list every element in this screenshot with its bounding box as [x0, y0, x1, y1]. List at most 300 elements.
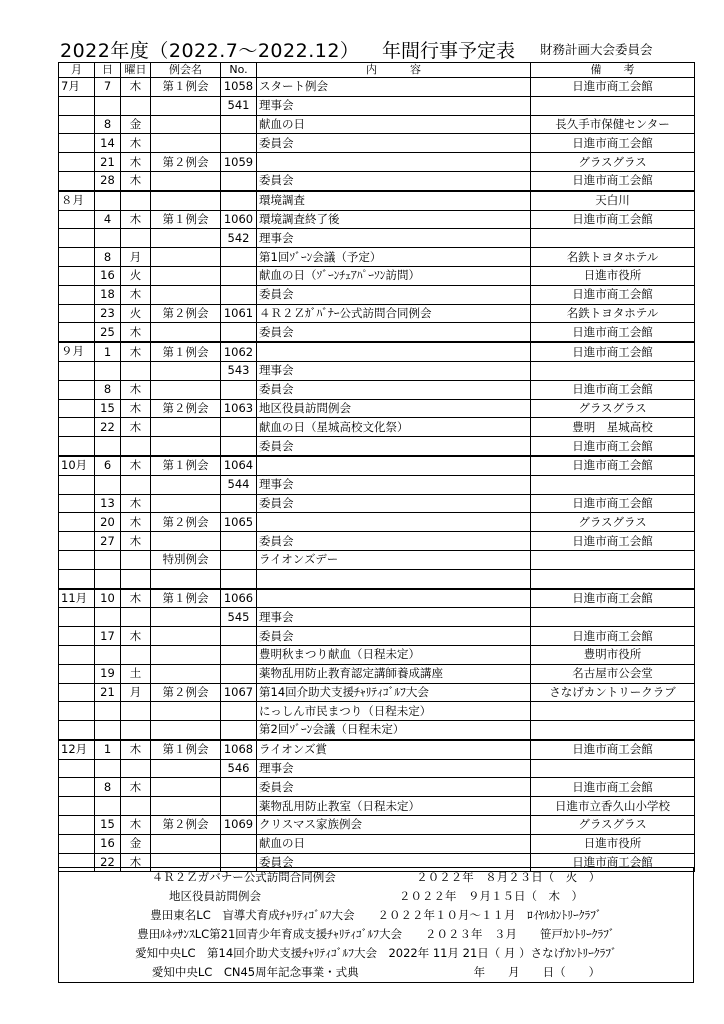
footer-event-text: 豊田東名LC 盲導犬育成ﾁｬﾘﾃｨｺﾞﾙﾌ大会 ２０２２年１０月～１１月 ﾛｲﾔﾙｶﾝﾄﾘｰｸﾗﾌﾞ	[59, 906, 694, 925]
day-cell	[95, 361, 121, 380]
note-cell	[531, 475, 695, 494]
number-cell	[221, 494, 257, 513]
month-cell	[59, 285, 95, 304]
month-cell	[59, 229, 95, 248]
month-cell	[59, 797, 95, 816]
meeting-cell: 第２例会	[151, 304, 221, 323]
content-cell	[257, 589, 531, 608]
note-cell: 天白川	[531, 191, 695, 210]
meeting-cell	[151, 323, 221, 342]
table-row	[59, 380, 695, 399]
number-cell: 1068	[221, 740, 257, 759]
weekday-cell: 木	[121, 627, 151, 646]
day-cell: 15	[95, 399, 121, 418]
note-cell	[531, 229, 695, 248]
month-cell	[59, 683, 95, 702]
meeting-cell	[151, 285, 221, 304]
content-cell: ライオンズデー	[257, 550, 531, 569]
note-cell: 日進市商工会館	[531, 380, 695, 399]
meeting-cell	[151, 361, 221, 380]
month-cell: 10月	[59, 456, 95, 475]
content-cell: 薬物乱用防止教育認定講師養成講座	[257, 664, 531, 683]
number-cell: 1059	[221, 153, 257, 172]
content-cell: 委員会	[257, 380, 531, 399]
content-cell: 地区役員訪問例会	[257, 399, 531, 418]
meeting-cell	[151, 494, 221, 513]
number-cell: 1069	[221, 816, 257, 835]
day-cell: 15	[95, 816, 121, 835]
day-cell: 14	[95, 134, 121, 153]
footer-event-text: 愛知中央LC CN45周年記念事業・式典 年 月 日（ ）	[59, 963, 694, 983]
day-cell	[95, 759, 121, 778]
meeting-cell	[151, 608, 221, 627]
number-cell: 542	[221, 229, 257, 248]
number-cell	[221, 797, 257, 816]
day-cell: 1	[95, 342, 121, 361]
number-cell: 543	[221, 361, 257, 380]
table-row	[59, 456, 695, 475]
month-cell	[59, 380, 95, 399]
meeting-cell	[151, 702, 221, 721]
footer-event-text: 地区役員訪問例会 ２０２２年 ９月１５日（ 木 ）	[59, 887, 694, 906]
content-cell: 献血の日	[257, 834, 531, 853]
day-cell: 16	[95, 266, 121, 285]
number-cell: 1062	[221, 342, 257, 361]
table-row	[59, 834, 695, 853]
weekday-cell	[121, 229, 151, 248]
note-cell: 日進市商工会館	[531, 210, 695, 229]
month-cell	[59, 437, 95, 456]
number-cell	[221, 115, 257, 134]
day-cell: 8	[95, 380, 121, 399]
day-cell: 7	[95, 78, 121, 97]
meeting-cell: 第２例会	[151, 513, 221, 532]
table-row	[59, 399, 695, 418]
fiscal-period-title: 2022年度（2022.7～2022.12）	[60, 40, 360, 62]
day-cell: 22	[95, 853, 121, 872]
note-cell: 日進市商工会館	[531, 456, 695, 475]
month-cell	[59, 248, 95, 267]
table-row	[59, 210, 695, 229]
month-cell	[59, 266, 95, 285]
table-row	[59, 285, 695, 304]
month-cell: ９月	[59, 342, 95, 361]
footer-row	[59, 944, 694, 963]
content-cell: 第14回介助犬支援ﾁｬﾘﾃｨｺﾞﾙﾌ大会	[257, 683, 531, 702]
day-cell: 23	[95, 304, 121, 323]
number-cell	[221, 627, 257, 646]
number-cell	[221, 418, 257, 437]
weekday-cell: 木	[121, 171, 151, 190]
month-cell	[59, 664, 95, 683]
content-cell: 献血の日	[257, 115, 531, 134]
weekday-cell: 木	[121, 210, 151, 229]
content-cell: クリスマス家族例会	[257, 816, 531, 835]
weekday-cell: 木	[121, 853, 151, 872]
number-cell: 1063	[221, 399, 257, 418]
meeting-cell	[151, 759, 221, 778]
content-cell: 理事会	[257, 229, 531, 248]
table-row	[59, 248, 695, 267]
weekday-cell: 木	[121, 740, 151, 759]
day-cell	[95, 437, 121, 456]
table-row	[59, 627, 695, 646]
meeting-cell: 第１例会	[151, 456, 221, 475]
table-row	[59, 266, 695, 285]
table-row	[59, 664, 695, 683]
month-cell	[59, 96, 95, 115]
note-cell: 日進市商工会館	[531, 532, 695, 551]
committee-name: 財務計画大会委員会	[540, 42, 653, 57]
table-row	[59, 134, 695, 153]
weekday-cell	[121, 608, 151, 627]
number-cell	[221, 664, 257, 683]
number-cell	[221, 134, 257, 153]
note-cell	[531, 759, 695, 778]
meeting-cell: 第２例会	[151, 816, 221, 835]
month-cell	[59, 171, 95, 190]
table-row	[59, 115, 695, 134]
footer-events	[58, 867, 694, 983]
table-row	[59, 361, 695, 380]
meeting-cell	[151, 115, 221, 134]
note-cell: 日進市商工会館	[531, 778, 695, 797]
content-cell: 委員会	[257, 437, 531, 456]
note-cell: グラスグラス	[531, 816, 695, 835]
weekday-cell: 木	[121, 494, 151, 513]
note-cell: グラスグラス	[531, 513, 695, 532]
meeting-cell	[151, 266, 221, 285]
number-cell	[221, 285, 257, 304]
note-cell: さなげカントリークラブ	[531, 683, 695, 702]
number-cell	[221, 380, 257, 399]
table-header-row	[59, 63, 695, 78]
weekday-cell	[121, 550, 151, 569]
content-cell: 委員会	[257, 853, 531, 872]
meeting-cell	[151, 229, 221, 248]
content-cell: 環境調査終了後	[257, 210, 531, 229]
note-cell: 名鉄トヨタホテル	[531, 248, 695, 267]
weekday-cell	[121, 191, 151, 210]
note-cell: 長久手市保健センター	[531, 115, 695, 134]
content-cell: 第1回ｿﾞｰﾝ会議（予定）	[257, 248, 531, 267]
day-cell: 16	[95, 834, 121, 853]
weekday-cell: 金	[121, 115, 151, 134]
day-cell: 21	[95, 153, 121, 172]
content-cell: 第2回ｿﾞｰﾝ会議（日程未定）	[257, 721, 531, 740]
number-cell	[221, 834, 257, 853]
month-cell: 7月	[59, 78, 95, 97]
day-cell: 20	[95, 513, 121, 532]
month-cell	[59, 550, 95, 569]
content-cell: 委員会	[257, 171, 531, 190]
number-cell: 1058	[221, 78, 257, 97]
meeting-cell	[151, 134, 221, 153]
weekday-cell: 火	[121, 304, 151, 323]
note-cell: 日進市商工会館	[531, 589, 695, 608]
note-cell: 日進市商工会館	[531, 342, 695, 361]
number-cell	[221, 437, 257, 456]
table-row	[59, 721, 695, 740]
document-header	[60, 36, 700, 62]
weekday-cell: 木	[121, 153, 151, 172]
month-cell	[59, 210, 95, 229]
content-cell: ライオンズ賞	[257, 740, 531, 759]
number-cell	[221, 191, 257, 210]
content-cell: 委員会	[257, 532, 531, 551]
table-row	[59, 645, 695, 664]
weekday-cell: 金	[121, 834, 151, 853]
day-cell	[95, 191, 121, 210]
weekday-cell: 火	[121, 266, 151, 285]
note-cell: 豊明 星城高校	[531, 418, 695, 437]
month-cell	[59, 569, 95, 588]
month-cell	[59, 153, 95, 172]
meeting-cell	[151, 171, 221, 190]
number-cell: 1061	[221, 304, 257, 323]
content-cell: 委員会	[257, 778, 531, 797]
month-cell	[59, 532, 95, 551]
table-row	[59, 569, 695, 588]
weekday-cell: 木	[121, 399, 151, 418]
meeting-cell: 特別例会	[151, 550, 221, 569]
meeting-cell: 第２例会	[151, 399, 221, 418]
weekday-cell	[121, 702, 151, 721]
table-row	[59, 778, 695, 797]
table-row	[59, 797, 695, 816]
weekday-cell: 木	[121, 323, 151, 342]
month-cell	[59, 475, 95, 494]
document-title: 年間行事予定表	[382, 40, 516, 62]
number-cell	[221, 778, 257, 797]
day-cell	[95, 96, 121, 115]
number-cell	[221, 702, 257, 721]
day-cell	[95, 550, 121, 569]
number-cell	[221, 569, 257, 588]
weekday-cell	[121, 361, 151, 380]
note-cell: 名鉄トヨタホテル	[531, 304, 695, 323]
col-month: 月	[59, 63, 95, 78]
day-cell: 4	[95, 210, 121, 229]
month-cell	[59, 399, 95, 418]
weekday-cell: 月	[121, 683, 151, 702]
note-cell: 日進市商工会館	[531, 171, 695, 190]
month-cell	[59, 759, 95, 778]
table-row	[59, 342, 695, 361]
note-cell: 豊明市役所	[531, 645, 695, 664]
col-number: No.	[221, 63, 257, 78]
note-cell	[531, 702, 695, 721]
footer-row	[59, 963, 694, 983]
weekday-cell	[121, 645, 151, 664]
month-cell: 12月	[59, 740, 95, 759]
weekday-cell: 木	[121, 778, 151, 797]
content-cell	[257, 513, 531, 532]
day-cell: 19	[95, 664, 121, 683]
weekday-cell	[121, 797, 151, 816]
day-cell	[95, 475, 121, 494]
weekday-cell	[121, 721, 151, 740]
col-day: 日	[95, 63, 121, 78]
table-row	[59, 759, 695, 778]
meeting-cell: 第１例会	[151, 342, 221, 361]
table-row	[59, 323, 695, 342]
day-cell	[95, 569, 121, 588]
table-row	[59, 683, 695, 702]
month-cell	[59, 323, 95, 342]
weekday-cell	[121, 437, 151, 456]
number-cell: 1065	[221, 513, 257, 532]
content-cell	[257, 153, 531, 172]
number-cell: 541	[221, 96, 257, 115]
number-cell	[221, 532, 257, 551]
note-cell: 日進市商工会館	[531, 134, 695, 153]
note-cell: グラスグラス	[531, 399, 695, 418]
day-cell: 6	[95, 456, 121, 475]
footer-event-text: 愛知中央LC 第14回介助犬支援ﾁｬﾘﾃｨｺﾞﾙﾌ大会 2022年 11月 21日（ 月 ）さなげｶﾝﾄﾘｰｸﾗﾌﾞ	[59, 944, 694, 963]
meeting-cell	[151, 778, 221, 797]
day-cell: 17	[95, 627, 121, 646]
meeting-cell	[151, 834, 221, 853]
content-cell: ４Ｒ２Ｚｶﾞﾊﾞﾅｰ公式訪問合同例会	[257, 304, 531, 323]
day-cell: 28	[95, 171, 121, 190]
content-cell: 委員会	[257, 285, 531, 304]
table-row	[59, 702, 695, 721]
weekday-cell: 土	[121, 664, 151, 683]
note-cell	[531, 550, 695, 569]
footer-row	[59, 868, 694, 888]
weekday-cell: 木	[121, 342, 151, 361]
table-row	[59, 153, 695, 172]
meeting-cell: 第１例会	[151, 210, 221, 229]
note-cell	[531, 721, 695, 740]
weekday-cell: 木	[121, 78, 151, 97]
meeting-cell: 第１例会	[151, 78, 221, 97]
col-content: 内 容	[257, 63, 531, 78]
month-cell	[59, 834, 95, 853]
meeting-cell	[151, 797, 221, 816]
month-cell	[59, 304, 95, 323]
month-cell	[59, 115, 95, 134]
number-cell: 544	[221, 475, 257, 494]
day-cell: 22	[95, 418, 121, 437]
meeting-cell	[151, 569, 221, 588]
content-cell: 委員会	[257, 627, 531, 646]
number-cell: 546	[221, 759, 257, 778]
note-cell: 日進市商工会館	[531, 437, 695, 456]
meeting-cell	[151, 645, 221, 664]
meeting-cell: 第１例会	[151, 740, 221, 759]
note-cell: 日進市役所	[531, 266, 695, 285]
weekday-cell: 木	[121, 380, 151, 399]
number-cell	[221, 645, 257, 664]
month-cell	[59, 361, 95, 380]
note-cell: 日進市立香久山小学校	[531, 797, 695, 816]
table-row	[59, 96, 695, 115]
note-cell: 日進市商工会館	[531, 740, 695, 759]
day-cell	[95, 645, 121, 664]
note-cell	[531, 361, 695, 380]
meeting-cell	[151, 380, 221, 399]
content-cell: 理事会	[257, 608, 531, 627]
weekday-cell: 木	[121, 285, 151, 304]
meeting-cell	[151, 437, 221, 456]
footer-event-text: ４Ｒ２Ｚガバナー公式訪問合同例会 ２０２２年 ８月２３日（ 火 ）	[59, 868, 694, 888]
content-cell: 理事会	[257, 475, 531, 494]
month-cell	[59, 608, 95, 627]
content-cell: 理事会	[257, 361, 531, 380]
month-cell	[59, 721, 95, 740]
note-cell: 日進市商工会館	[531, 627, 695, 646]
day-cell	[95, 229, 121, 248]
table-row	[59, 191, 695, 210]
content-cell	[257, 342, 531, 361]
note-cell: 日進市商工会館	[531, 853, 695, 872]
note-cell: 日進市商工会館	[531, 494, 695, 513]
day-cell: 21	[95, 683, 121, 702]
meeting-cell	[151, 475, 221, 494]
month-cell	[59, 816, 95, 835]
weekday-cell	[121, 759, 151, 778]
day-cell: 8	[95, 115, 121, 134]
table-row	[59, 437, 695, 456]
number-cell	[221, 721, 257, 740]
meeting-cell	[151, 532, 221, 551]
weekday-cell: 木	[121, 532, 151, 551]
content-cell: 理事会	[257, 759, 531, 778]
footer-row	[59, 925, 694, 944]
table-row	[59, 171, 695, 190]
note-cell	[531, 608, 695, 627]
content-cell: 理事会	[257, 96, 531, 115]
table-row	[59, 816, 695, 835]
table-row	[59, 494, 695, 513]
month-cell	[59, 645, 95, 664]
number-cell	[221, 266, 257, 285]
table-row	[59, 589, 695, 608]
day-cell: 1	[95, 740, 121, 759]
note-cell: 名古屋市公会堂	[531, 664, 695, 683]
month-cell	[59, 494, 95, 513]
content-cell: 環境調査	[257, 191, 531, 210]
number-cell: 1064	[221, 456, 257, 475]
footer-event-text: 豊田ﾙﾈｯｻﾝｽLC第21回青少年育成支援ﾁｬﾘﾃｨｺﾞﾙﾌ大会 ２０２３年 ３月 笹戸ｶﾝﾄﾘｰｸﾗﾌﾞ	[59, 925, 694, 944]
note-cell	[531, 96, 695, 115]
content-cell: 委員会	[257, 323, 531, 342]
content-cell: 献血の日（ｿﾞｰﾝﾁｪｱﾊﾟｰｿﾝ訪問）	[257, 266, 531, 285]
day-cell: 25	[95, 323, 121, 342]
weekday-cell: 木	[121, 456, 151, 475]
table-row	[59, 475, 695, 494]
note-cell: 日進市商工会館	[531, 78, 695, 97]
number-cell: 1066	[221, 589, 257, 608]
col-meeting: 例会名	[151, 63, 221, 78]
table-row	[59, 532, 695, 551]
table-row	[59, 550, 695, 569]
month-cell	[59, 627, 95, 646]
day-cell	[95, 702, 121, 721]
content-cell: スタート例会	[257, 78, 531, 97]
meeting-cell	[151, 418, 221, 437]
weekday-cell: 木	[121, 418, 151, 437]
month-cell: 11月	[59, 589, 95, 608]
table-row	[59, 418, 695, 437]
weekday-cell: 木	[121, 816, 151, 835]
content-cell: 豊明秋まつり献血（日程未定）	[257, 645, 531, 664]
month-cell	[59, 513, 95, 532]
meeting-cell: 第２例会	[151, 683, 221, 702]
number-cell	[221, 550, 257, 569]
